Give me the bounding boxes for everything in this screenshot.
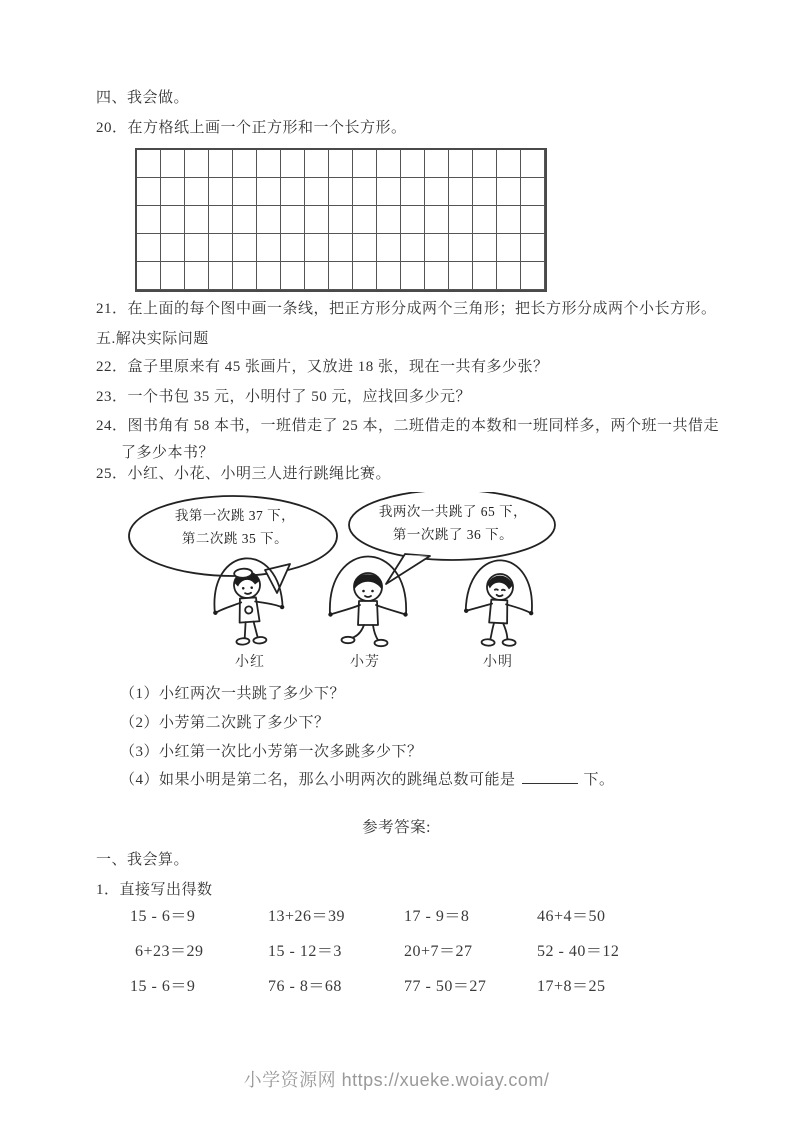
equation: 17 - 9＝8 — [404, 908, 470, 925]
subquestion-4-suffix: 下。 — [583, 772, 615, 788]
bubble-xiaofang-line2: 第一次跳了 36 下。 — [392, 527, 514, 542]
label-xiaohong: 小红 — [235, 655, 265, 670]
question-20: 20．在方格纸上画一个正方形和一个长方形。 — [96, 120, 407, 136]
bubble-xiaofang-line1: 我两次一共跳了 65 下， — [378, 504, 528, 519]
subquestion-1: （1）小红两次一共跳了多少下？ — [120, 686, 346, 702]
site-footer: 小学资源网 https://xueke.woiay.com/ — [243, 1070, 550, 1090]
section5-heading: 五.解决实际问题 — [96, 331, 209, 347]
equation: 13+26＝39 — [268, 908, 346, 925]
bubble-xiaofang-text — [368, 500, 538, 546]
equation: 76 - 8＝68 — [268, 978, 342, 995]
answers-title: 参考答案: — [362, 819, 431, 836]
grid-paper — [135, 148, 547, 292]
label-xiaofang: 小芳 — [350, 655, 380, 670]
equation: 52 - 40＝12 — [537, 943, 620, 960]
label-xiaoming: 小明 — [483, 655, 513, 670]
section4-heading: 四、我会做。 — [96, 90, 190, 106]
question-22: 22．盒子里原来有 45 张画片，又放进 18 张，现在一共有多少张？ — [96, 359, 549, 375]
equation: 15 - 12＝3 — [268, 943, 342, 960]
question-23: 23．一个书包 35 元，小明付了 50 元，应找回多少元？ — [96, 389, 472, 405]
bubble-xiaohong-line1: 我第一次跳 37 下， — [174, 508, 296, 523]
question-24-line1: 24．图书角有 58 本书，一班借走了 25 本，二班借走的本数和一班同样多，两个班一共借走 — [96, 418, 720, 434]
kid-xiaoming-drawing — [462, 559, 536, 648]
question-25: 25．小红、小花、小明三人进行跳绳比赛。 — [96, 466, 392, 482]
question-21: 21．在上面的每个图中画一条线，把正方形分成两个三角形；把长方形分成两个小长方形。 — [96, 301, 717, 317]
equation: 77 - 50＝27 — [404, 978, 487, 995]
equation: 17+8＝25 — [537, 978, 606, 995]
equation: 20+7＝27 — [404, 943, 473, 960]
subquestion-4-text: （4）如果小明是第二名，那么小明两次的跳绳总数可能是 — [120, 772, 516, 788]
subquestion-3: （3）小红第一次比小芳第一次多跳多少下？ — [120, 744, 423, 760]
answers-item1-heading: 1．直接写出得数 — [96, 882, 213, 898]
bubble-xiaohong-line2: 第二次跳 35 下。 — [181, 531, 289, 546]
answer-blank — [522, 782, 578, 784]
subquestion-2: （2）小芳第二次跳了多少下？ — [120, 715, 330, 731]
equation: 15 - 6＝9 — [130, 978, 196, 995]
equation: 15 - 6＝9 — [130, 908, 196, 925]
subquestion-4 — [120, 770, 615, 790]
equation: 6+23＝29 — [135, 943, 204, 960]
question-24-line2: 了多少本书？ — [121, 445, 215, 461]
bubble-xiaohong-text — [155, 504, 315, 550]
answers-section1-heading: 一、我会算。 — [96, 852, 190, 868]
equation: 46+4＝50 — [537, 908, 606, 925]
